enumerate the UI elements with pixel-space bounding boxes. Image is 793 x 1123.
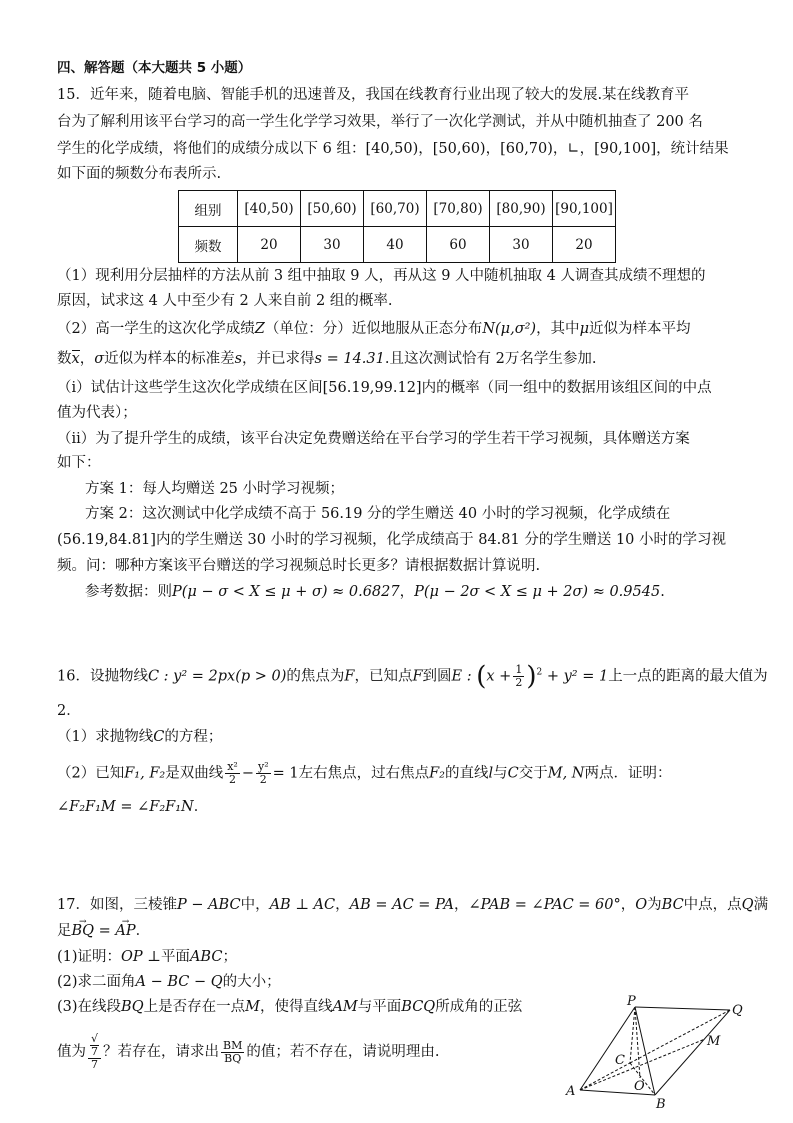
edge-BQ: [655, 1010, 730, 1095]
q16-part2-line-2: ∠F₂F₁M = ∠F₂F₁N．: [57, 799, 209, 815]
q15-part-ii-line-2: 如下：: [57, 455, 101, 471]
q17-sub-3-line-2: 值为 √ 7 7 ？若存在，请求出 $\frac{BM}{BQ}$ 的值；若不存在，请说明理由.: [57, 1032, 440, 1071]
table-cell: 40: [364, 227, 427, 263]
q15-plan-2-line-1: 方案 2：这次测试中化学成绩不高于 56.19 分的学生赠送 40 小时的学习视频，化学成绩在: [85, 506, 671, 522]
q15-part-i-line-2: 值为代表）；: [57, 405, 137, 421]
table-cell: [70,80): [427, 191, 490, 227]
pyramid-figure: [555, 995, 745, 1110]
q17-sub-2: (2)求二面角A − BC − Q的大小；: [57, 974, 281, 990]
table-cell: [90,100]: [553, 191, 616, 227]
q15-line-1: 15．近年来，随着电脑、智能手机的迅速普及，我国在线教育行业出现了较大的发展.某在线教育平: [57, 87, 690, 103]
q16-part2-line-1: （2）已知F₁, F₂是双曲线 $\frac{\text{x²}}{2}$ − $\frac{\text{y²}}{2}$ = 1左右焦点，过右焦点F₂的直线l与C交于M, N两点．证明：: [57, 760, 672, 786]
table-cell: 20: [553, 227, 616, 263]
q16-line-2: 2．: [57, 703, 81, 719]
q15-part2-line-1: （2）高一学生的这次化学成绩Z（单位：分）近似地服从正态分布N(μ,σ²)，其中μ近似为样本平均: [57, 321, 691, 337]
q15-plan-2-line-3: 频。问：哪种方案该平台赠送的学习视频总时长更多？请根据数据计算说明.: [57, 558, 541, 574]
label-P: P: [627, 995, 636, 1009]
q17-sub-1: (1)证明：OP ⊥平面ABC；: [57, 949, 237, 965]
label-B: B: [656, 1097, 666, 1110]
label-M: M: [707, 1034, 721, 1049]
edge-PC: [630, 1007, 635, 1063]
table-cell: 60: [427, 227, 490, 263]
label-Q: Q: [732, 1003, 743, 1018]
table-row: [179, 227, 616, 263]
q17-line-2: 足→ BQ = → AP．: [57, 921, 150, 941]
q17-line-1: 17．如图，三棱锥P − ABC中，AB ⊥ AC，AB = AC = PA，∠PAB = ∠PAC = 60°，O为BC中点，点Q满: [57, 897, 769, 913]
q17-sub-3-line-1: (3)在线段BQ上是否存在一点M，使得直线AM与平面BCQ所成角的正弦: [57, 999, 523, 1015]
table-cell: [80,90): [490, 191, 553, 227]
q16-part1: （1）求抛物线C的方程；: [57, 729, 223, 745]
table-cell: 20: [238, 227, 301, 263]
q15-line-3: 学生的化学成绩，将他们的成绩分成以下 6 组：[40,50)，[50,60)，[60,70)，∟，[90,100]，统计结果: [57, 141, 729, 157]
q15-part1-line-1: （1）现利用分层抽样的方法从前 3 组中抽取 9 人，再从这 9 人中随机抽取 4 人调查其成绩不理想的: [57, 268, 706, 284]
edge-AP: [580, 1007, 635, 1090]
table-cell: [50,60): [301, 191, 364, 227]
q15-plan-2-line-2: (56.19,84.81]内的学生赠送 30 小时的学习视频，化学成绩高于 84.81 分的学生赠送 10 小时的学习视: [57, 532, 727, 548]
ellipsis-glyph: ∟: [567, 141, 580, 157]
label-O: O: [634, 1079, 645, 1094]
table-cell: [40,50): [238, 191, 301, 227]
q15-plan-1: 方案 1：每人均赠送 25 小时学习视频；: [85, 481, 345, 497]
table-cell: [60,70): [364, 191, 427, 227]
q15-line-4: 如下面的频数分布表所示.: [57, 166, 222, 182]
label-C: C: [615, 1053, 625, 1068]
q15-part-i-line-1: （i）试估计这些学生这次化学成绩在区间[56.19,99.12]内的概率（同一组中的数据用该组区间的中点: [57, 380, 712, 396]
row-label-group: 组别: [179, 191, 238, 227]
table-cell: 30: [490, 227, 553, 263]
table-cell: 30: [301, 227, 364, 263]
edge-PQ: [635, 1007, 730, 1010]
q15-reference-data: 参考数据：则P(μ − σ < X ≤ μ + σ) ≈ 0.6827，P(μ − 2σ < X ≤ μ + 2σ) ≈ 0.9545.: [85, 584, 665, 600]
q15-part1-line-2: 原因，试求这 4 人中至少有 2 人来自前 2 组的概率.: [57, 293, 393, 309]
q15-part2-line-2: 数x，σ近似为样本的标准差s，并已求得s = 14.31.且这次测试恰有 2万名学生参加.: [57, 351, 597, 367]
section-title: 四、解答题（本大题共 5 小题）: [57, 60, 252, 76]
label-A: A: [566, 1084, 576, 1099]
row-label-count: 频数: [179, 227, 238, 263]
frequency-table: [178, 190, 616, 263]
table-row: [179, 191, 616, 227]
q15-part-ii-line-1: （ii）为了提升学生的成绩，该平台决定免费赠送给在平台学习的学生若干学习视频，具体赠送方案: [57, 431, 690, 447]
q15-line-2: 台为了解利用该平台学习的高一学生化学学习效果，举行了一次化学测试，并从中随机抽查了 200 名: [57, 114, 703, 130]
q16-line-1: 16．设抛物线C : y² = 2px(p > 0)的焦点为F，已知点F到圆E : (x + $\frac{1}{2}$ )$^2$ + y² = 1上一点的距离的最大值为: [57, 661, 768, 692]
